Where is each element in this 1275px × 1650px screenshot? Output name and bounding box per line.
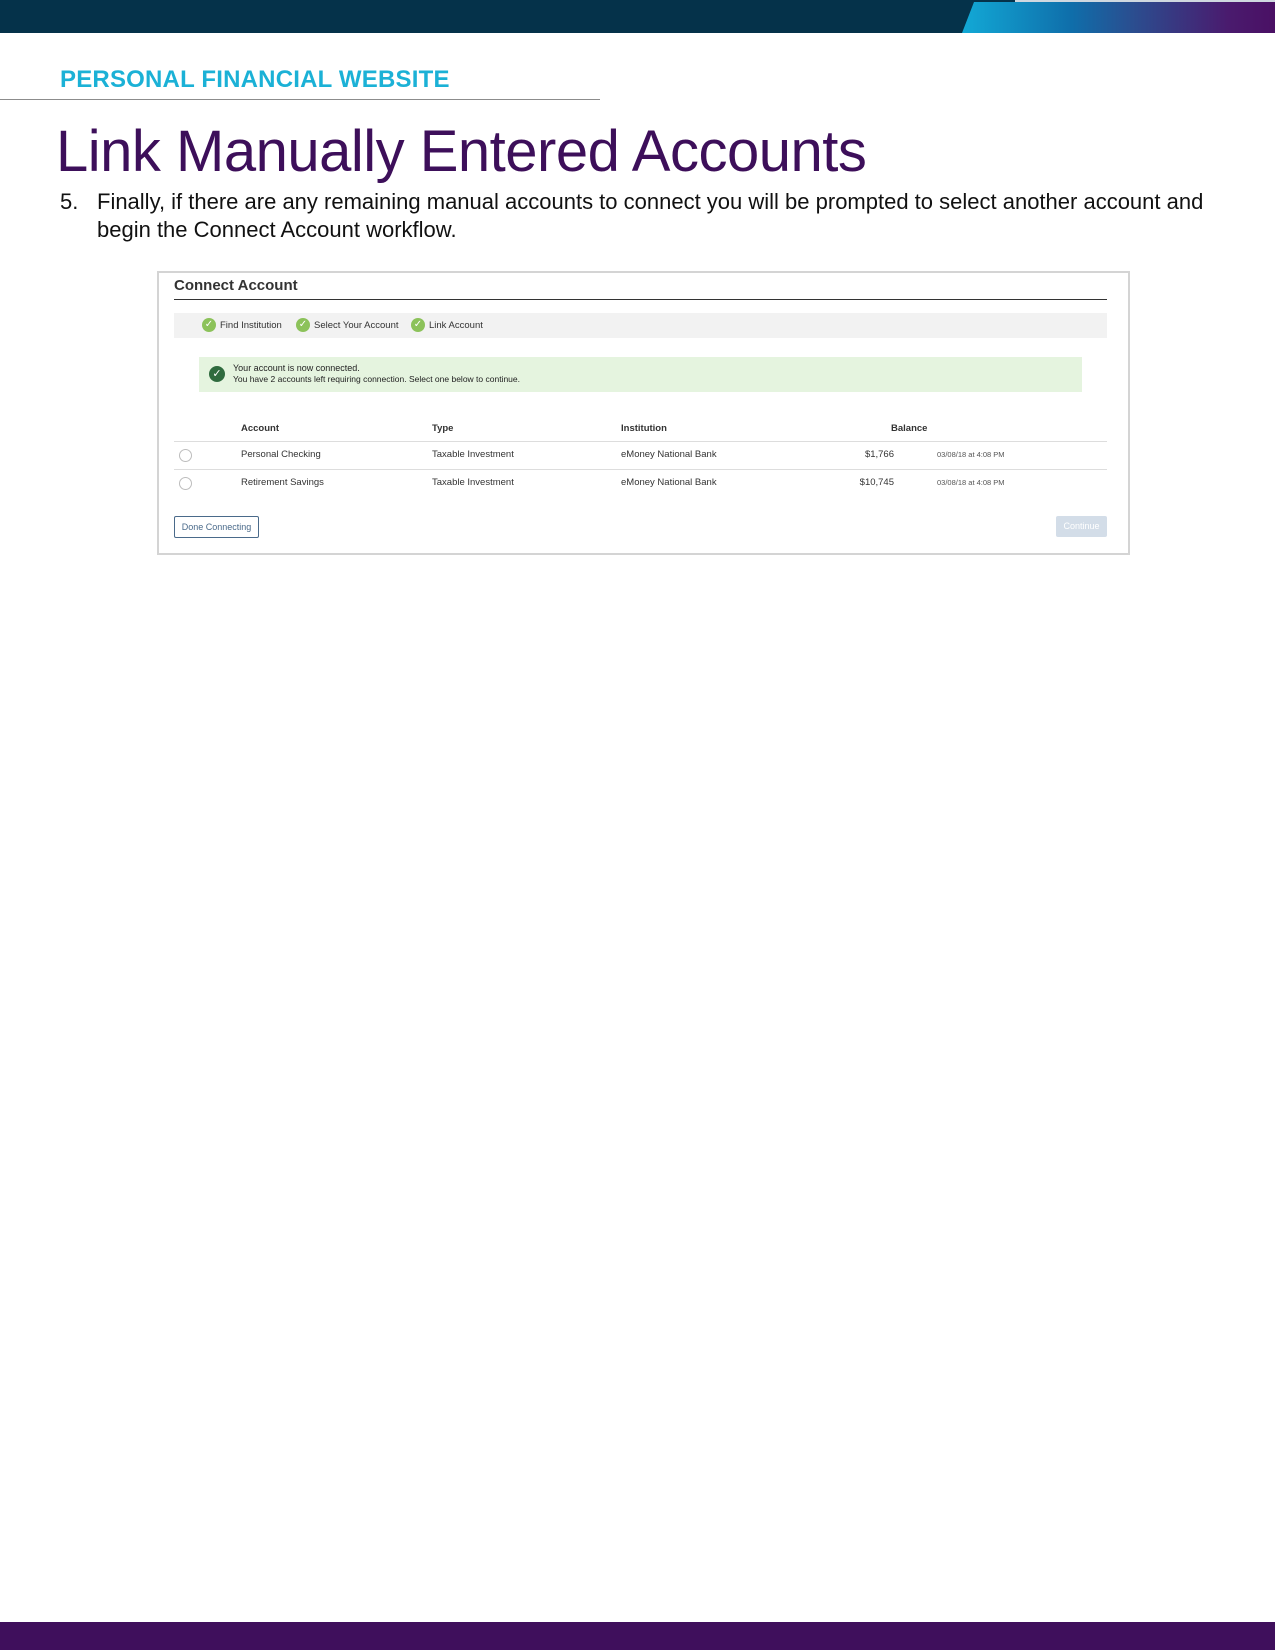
row-radio[interactable] [179,477,192,490]
page-title: Link Manually Entered Accounts [56,119,867,184]
done-connecting-button[interactable]: Done Connecting [174,516,259,538]
table-row[interactable] [174,469,1107,497]
connect-account-screenshot [157,271,1130,555]
column-header-balance: Balance [891,423,928,434]
step-select-account: Select Your Account [314,320,399,331]
table-row[interactable] [174,441,1107,469]
cell-timestamp: 03/08/18 at 4:08 PM [937,478,1005,487]
check-icon: ✓ [202,318,216,332]
cell-timestamp: 03/08/18 at 4:08 PM [937,450,1005,459]
alert-line-2: You have 2 accounts left requiring connection. Select one below to continue. [233,374,520,384]
row-radio[interactable] [179,449,192,462]
success-alert [199,357,1082,392]
dialog-title-rule [174,299,1107,300]
cell-account: Personal Checking [241,449,321,460]
section-divider [0,99,600,100]
step-number: 5. [60,189,79,214]
dialog-title: Connect Account [174,277,298,294]
check-icon: ✓ [296,318,310,332]
section-label: PERSONAL FINANCIAL WEBSITE [60,66,450,93]
cell-type: Taxable Investment [432,477,514,488]
progress-steps [174,313,1107,338]
cell-type: Taxable Investment [432,449,514,460]
success-check-icon: ✓ [209,366,225,382]
column-header-account: Account [241,423,279,434]
top-gradient-accent [962,2,1275,33]
cell-institution: eMoney National Bank [621,477,717,488]
alert-line-1: Your account is now connected. [233,363,360,373]
step-link-account: Link Account [429,320,483,331]
step-text: Finally, if there are any remaining manual accounts to connect you will be prompted to select another account and begin the Connect Account workflow. [97,189,1204,242]
cell-institution: eMoney National Bank [621,449,717,460]
column-header-institution: Institution [621,423,667,434]
footer-band [0,1622,1275,1650]
cell-balance: $10,745 [859,477,894,488]
step-find-institution: Find Institution [220,320,282,331]
cell-account: Retirement Savings [241,477,324,488]
column-header-type: Type [432,423,454,434]
cell-balance: $1,766 [864,449,894,460]
continue-button[interactable]: Continue [1056,516,1107,537]
check-icon: ✓ [411,318,425,332]
top-accent-line [1015,0,1275,2]
